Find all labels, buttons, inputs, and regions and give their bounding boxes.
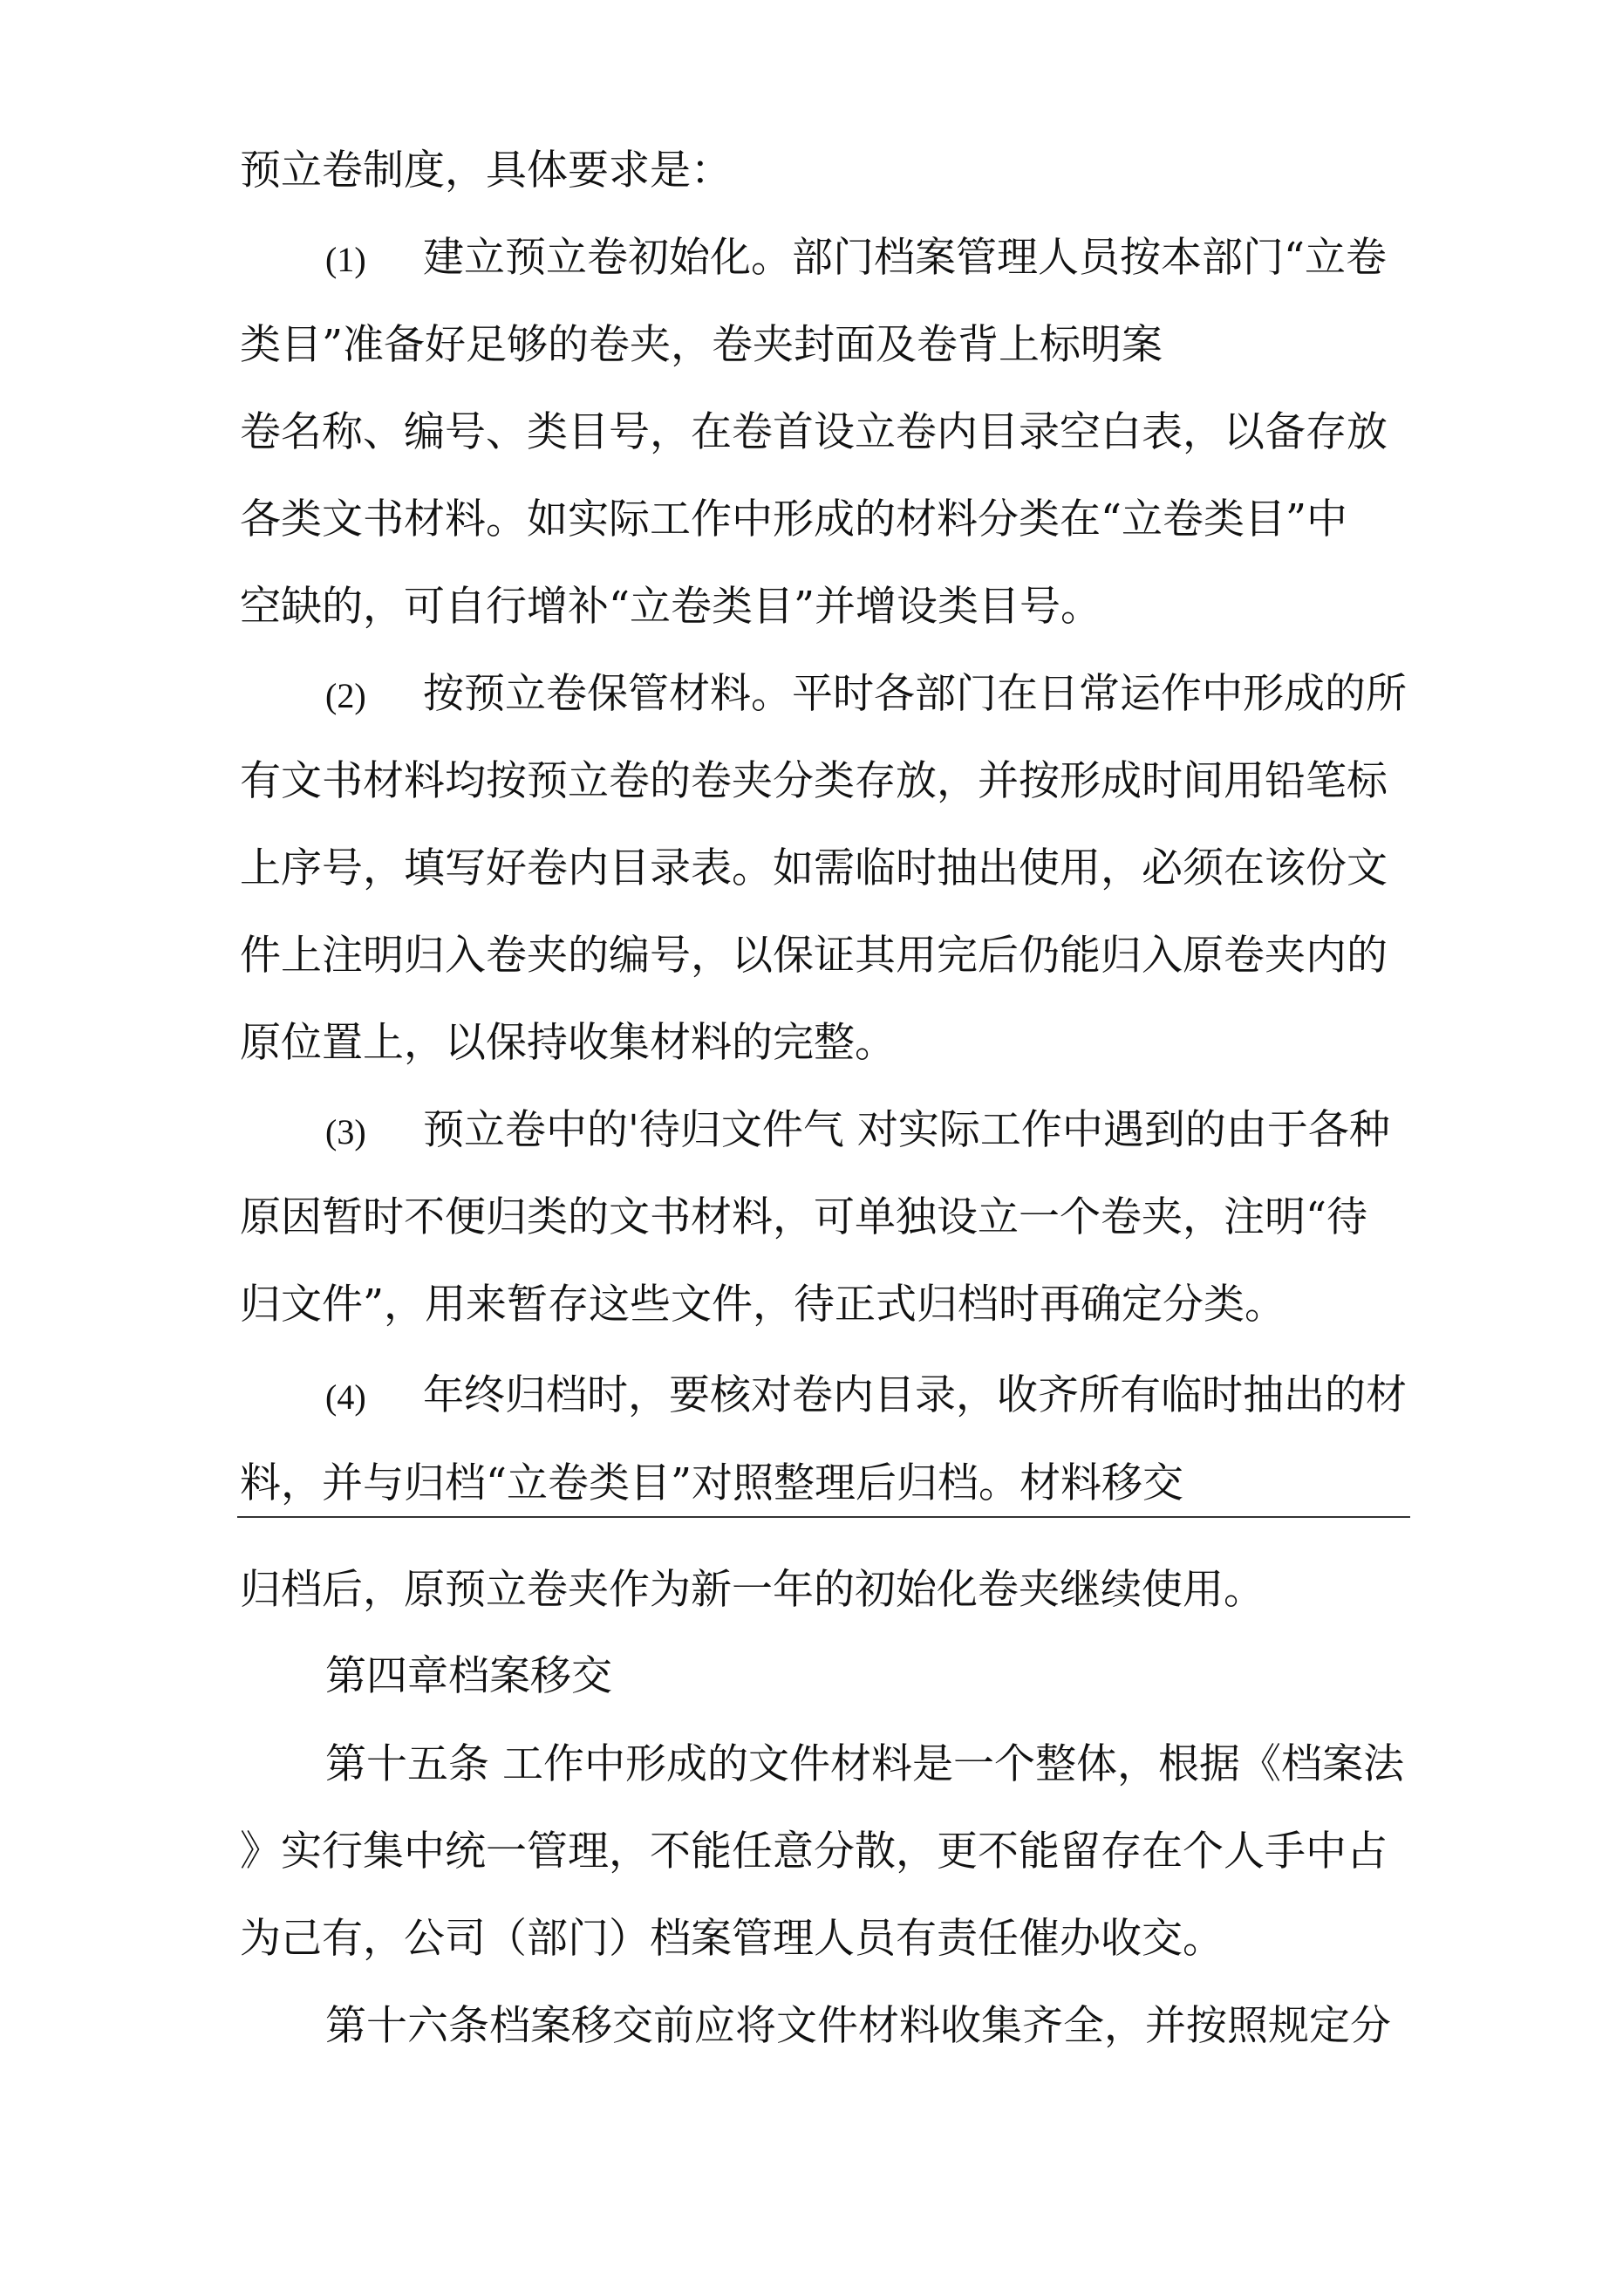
paragraph-line: 有文书材料均按预立卷的卷夹分类存放，并按形成时间用铅笔标 (240, 757, 1388, 805)
paragraph-line: 为己有，公司（部门）档案管理人员有责任催办收交。 (240, 1915, 1224, 1963)
list-item-1 (325, 232, 1387, 284)
paragraph-line: 预立卷制度，具体要求是： (240, 147, 732, 195)
paragraph-line: 上序号，填写好卷内目录表。如需临时抽出使用，必须在该份文 (240, 844, 1388, 892)
list-marker-4: (4) (325, 1377, 366, 1417)
paragraph-line: 空缺的，可自行增补“立卷类目”并增设类目号。 (240, 583, 1102, 631)
paragraph-line: 件上注明归入卷夹的编号，以保证其用完后仍能归入原卷夹内的 (240, 932, 1388, 980)
paragraph-line: 》实行集中统一管理，不能任意分散，更不能留存在个人手中占 (240, 1828, 1388, 1876)
list-marker-1: (1) (325, 240, 366, 279)
paragraph-line: 原位置上，以保持收集材料的完整。 (240, 1019, 896, 1067)
paragraph-line: 归档后，原预立卷夹作为新一年的初始化卷夹继续使用。 (240, 1566, 1265, 1614)
paragraph-line: 各类文书材料。如实际工作中形成的材料分类在“立卷类目”中 (240, 495, 1348, 543)
article-15-line: 第十五条 工作中形成的文件材料是一个整体，根据《档案法 (325, 1740, 1404, 1788)
chapter-heading: 第四章档案移交 (325, 1652, 612, 1700)
list-item-4 (325, 1370, 1407, 1422)
horizontal-rule (237, 1516, 1410, 1518)
list-marker-2: (2) (325, 676, 366, 715)
paragraph-line: 原因暂时不便归类的文书材料，可单独设立一个卷夹，注明“待 (240, 1193, 1368, 1241)
list-marker-3: (3) (325, 1112, 366, 1151)
list-item-4-text: 年终归档时，要核对卷内目录，收齐所有临时抽出的材 (423, 1371, 1407, 1419)
list-item-3-text: 预立卷中的'待归文件气 对实际工作中遇到的由于各种 (423, 1106, 1390, 1154)
paragraph-line: 归文件”，用来暂存这些文件，待正式归档时再确定分类。 (240, 1281, 1286, 1329)
list-item-2 (325, 668, 1407, 721)
paragraph-line: 卷名称、编号、类目号，在卷首设立卷内目录空白表，以备存放 (240, 408, 1388, 456)
paragraph-line: 类目”准备好足够的卷夹，卷夹封面及卷背上标明案 (240, 321, 1163, 369)
list-item-1-text: 建立预立卷初始化。部门档案管理人员按本部门“立卷 (423, 234, 1388, 282)
article-16-line: 第十六条档案移交前应将文件材料收集齐全，并按照规定分 (325, 2002, 1391, 2050)
list-item-2-text: 按预立卷保管材料。平时各部门在日常运作中形成的所 (423, 670, 1407, 718)
paragraph-line: 料，并与归档“立卷类目”对照整理后归档。材料移交 (240, 1459, 1184, 1507)
list-item-3 (325, 1104, 1390, 1157)
